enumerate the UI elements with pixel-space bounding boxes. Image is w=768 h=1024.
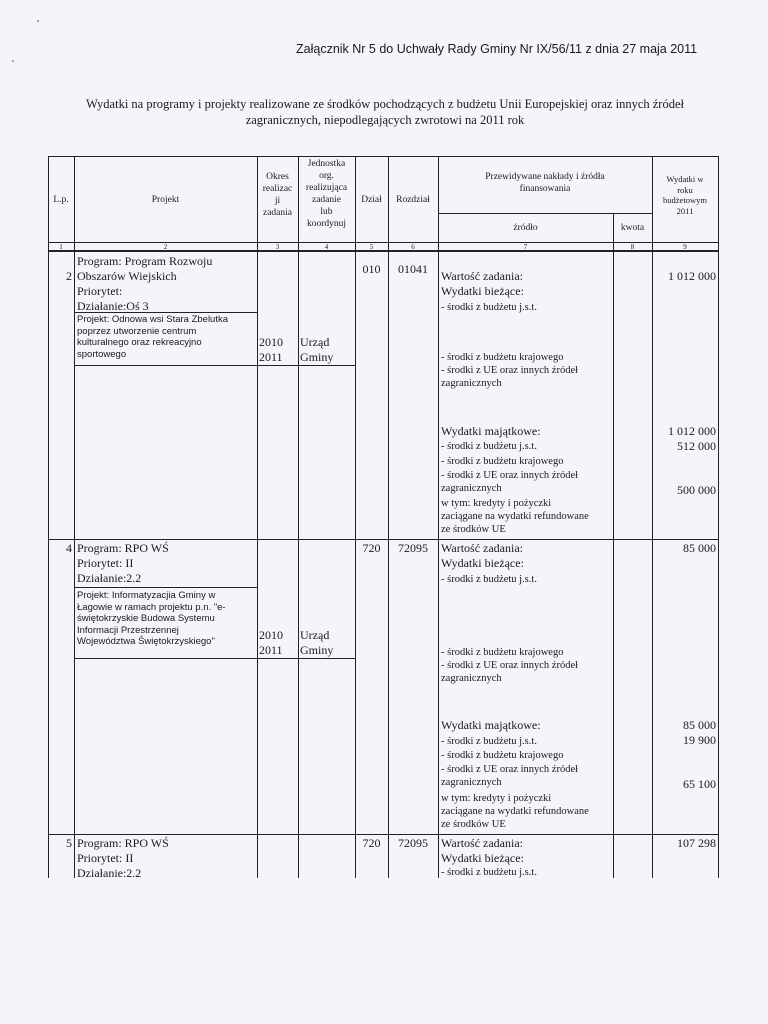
row-lp: 2 (66, 269, 72, 283)
row-majatkowe: 1 012 000 (668, 424, 716, 438)
row-maj-src: - środki z budżetu krajowego (441, 456, 564, 467)
col-number: 9 (683, 243, 687, 251)
row-program: Program: RPO WŚ Priorytet: II Działanie:2.2 (77, 541, 169, 585)
row-biezace-label: Wydatki bieżące: (441, 556, 524, 570)
col-divider (74, 156, 75, 878)
col-divider (652, 156, 653, 878)
document-header: Załącznik Nr 5 do Uchwały Rady Gminy Nr IX/56/11 z dnia 27 maja 2011 (296, 42, 698, 56)
row-wartosc-label: Wartość zadania: (441, 836, 523, 850)
row-wartosc-label: Wartość zadania: (441, 269, 523, 283)
row-lp: 5 (66, 836, 72, 850)
row-majatkowe: 85 000 (683, 718, 716, 732)
row-biezace-src: - środki z budżetu j.s.t. (441, 574, 537, 585)
row-jednostka: Urząd Gminy (300, 628, 334, 657)
row-maj-src: - środki z budżetu krajowego (441, 750, 564, 761)
row-dzial: 720 (362, 541, 381, 555)
title-line-1: Wydatki na programy i projekty realizowane ze środków pochodzących z budżetu Unii Europejskiej oraz innych źródeł (86, 97, 684, 111)
col-header-wydatki: Wydatki w roku budżetowym 2011 (663, 174, 707, 216)
row-biezace-src: - środki z budżetu j.s.t. (441, 302, 537, 313)
col-divider (438, 156, 439, 878)
row-majatkowe-label: Wydatki majątkowe: (441, 718, 541, 732)
row-biezace-src: - środki z UE oraz innych źródeł zagranicznych (441, 365, 579, 389)
row-wartosc: 85 000 (683, 541, 716, 555)
row-maj-src-val: 500 000 (677, 483, 716, 497)
col-divider (298, 156, 299, 878)
col-header-lp: L.p. (53, 195, 69, 205)
row-wartosc: 107 298 (677, 836, 716, 850)
row-dzial: 720 (362, 836, 381, 850)
scan-speck (37, 20, 39, 22)
col-number: 3 (275, 243, 280, 251)
row-jednostka: Urząd Gminy (300, 335, 334, 364)
subheader-divider (438, 213, 652, 214)
col-number: 6 (411, 243, 415, 251)
row-maj-src-val: 19 900 (683, 733, 716, 747)
col-number: 7 (523, 243, 528, 251)
row-maj-src: - środki z budżetu j.s.t. (441, 736, 537, 747)
row-kredyty: w tym: kredyty i pożyczki zaciągane na wydatki refundowane ze środków UE (441, 793, 589, 830)
col-header-kwota: kwota (620, 223, 645, 233)
col-number: 4 (324, 243, 329, 251)
title-line-2: zagranicznych, niepodlegających zwrotowi na 2011 rok (245, 113, 525, 127)
row-biezace-src: - środki z UE oraz innych źródeł zagranicznych (441, 660, 579, 684)
row-maj-src: - środki z UE oraz innych źródeł zagranicznych (441, 470, 579, 494)
col-divider (613, 213, 614, 878)
table-right-border (718, 156, 719, 878)
row-program: Program: Program Rozwoju Obszarów Wiejskich Priorytet: Działanie:Oś 3 (77, 254, 213, 313)
scan-speck (12, 60, 14, 62)
row-okres: 2010 2011 (259, 628, 283, 657)
col-divider (257, 156, 258, 878)
row-kredyty: w tym: kredyty i pożyczki zaciągane na wydatki refundowane ze środków UE (441, 498, 589, 535)
col-number: 8 (630, 243, 635, 251)
project-box-bottom (74, 365, 257, 366)
row-wartosc: 1 012 000 (668, 269, 716, 283)
project-box-bottom (257, 658, 355, 659)
col-header-dzial: Dział (361, 195, 382, 205)
row-biezace-src: - środki z budżetu j.s.t. (441, 867, 537, 878)
document-title (40, 96, 730, 128)
row-maj-src-val: 512 000 (677, 439, 716, 453)
row-maj-src: - środki z budżetu j.s.t. (441, 441, 537, 452)
project-box-bottom (74, 658, 257, 659)
row-program: Program: RPO WŚ Priorytet: II Działanie:2.2 (77, 836, 169, 880)
row-maj-src: - środki z UE oraz innych źródeł zagranicznych (441, 764, 579, 788)
col-header-projekt: Projekt (151, 195, 180, 205)
row-divider (48, 834, 719, 835)
col-number: 5 (369, 243, 374, 251)
row-divider (48, 539, 719, 540)
col-number: 2 (163, 243, 168, 251)
row-majatkowe-label: Wydatki majątkowe: (441, 424, 541, 438)
row-dzial: 010 (362, 262, 381, 276)
row-projekt: Projekt: Informatyzacjia Gminy w Łagowie w ramach projektu p.n. "e- świętokrzyskie Budowa Systemu Informacji Przestrzennej Województwa Świętokrzyskiego" (77, 590, 226, 647)
col-number: 1 (59, 243, 63, 251)
row-biezace-label: Wydatki bieżące: (441, 851, 524, 865)
col-header-rozdzial: Rozdział (396, 195, 430, 205)
table-left-border (48, 156, 49, 878)
col-header-jednostka: Jednostka org. realizująca zadanie lub koordynuj (305, 159, 348, 229)
row-rozdzial: 72095 (398, 541, 428, 555)
col-header-naklady: Przewidywane nakłady i źródła finansowania (485, 172, 605, 194)
project-box-bottom (257, 365, 355, 366)
row-projekt: Projekt: Odnowa wsi Stara Zbelutka poprzez utworzenie centrum kulturalnego oraz rekreacyjno sportowego (77, 314, 229, 360)
row-lp: 4 (66, 541, 72, 555)
row-biezace-src: - środki z budżetu krajowego (441, 647, 564, 658)
col-header-okres: Okres realizac ji zadania (262, 172, 293, 218)
row-biezace-src: - środki z budżetu krajowego (441, 352, 564, 363)
row-okres: 2010 2011 (259, 335, 283, 364)
row-wartosc-label: Wartość zadania: (441, 541, 523, 555)
project-box-top (74, 587, 257, 588)
row-rozdzial: 72095 (398, 836, 428, 850)
table-top-border (48, 156, 719, 157)
col-header-zrodlo: źródło (513, 223, 538, 233)
row-maj-src-val: 65 100 (683, 777, 716, 791)
row-rozdzial: 01041 (398, 262, 428, 276)
row-biezace-label: Wydatki bieżące: (441, 284, 524, 298)
